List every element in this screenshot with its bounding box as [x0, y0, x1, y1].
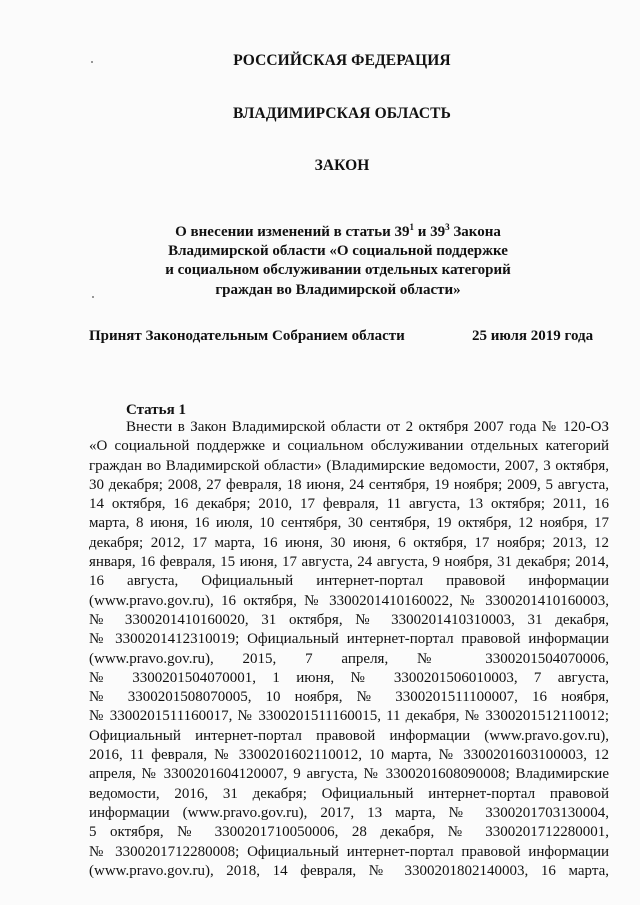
law-title-line-1: О внесении изменений в статьи $39^1$ и $39^3$ Закона [175, 222, 501, 240]
law-title-line-4: граждан во Владимирской области» [215, 281, 461, 298]
article-body [89, 418, 609, 881]
article-heading: Статья 1 [126, 402, 186, 418]
article-text-line: № 3300201504070001, 1 июня, № 3300201506010003, 7 августа, [89, 669, 609, 686]
article-text-line: января, 16 февраля, 15 июня, 17 августа, 24 августа, 9 ноября, 31 декабря; 2014, [89, 554, 609, 571]
article-text-line: № 3300201508070005, 10 ноября, № 3300201511100007, 16 ноября, [89, 689, 609, 706]
article-text-line: № 3300201410160020, 31 октября, № 3300201410310003, 31 декабря, [89, 611, 609, 628]
article-text-line: № 3300201511160017, № 3300201511160015, 11 декабря, № 3300201512110012; [89, 708, 609, 725]
article-text-line: 14 октября, 16 декабря; 2010, 17 февраля, 11 августа, 13 октября; 2011, 16 [89, 496, 609, 513]
law-title [118, 223, 558, 300]
article-text-line: (www.pravo.gov.ru), 16 октября, № 3300201410160022, № 3300201410160003, [89, 592, 609, 609]
article-text-line: Внести в Закон Владимирской области от 2 октября 2007 года № 120-ОЗ [126, 419, 609, 435]
article-text-line: 2016, 11 февраля, № 3300201602110012, 10 марта, № 3300201603100003, 12 [89, 747, 609, 764]
article-text-line: ведомости, 2016, 31 декабря; Официальный интернет-портал правовой [89, 785, 609, 802]
article-text-line: Официальный интернет-портал правовой информации (www.pravo.gov.ru), [89, 727, 609, 744]
article-text-line: граждан во Владимирской области» (Владимирские ведомости, 2007, 3 октября, [89, 457, 609, 474]
scan-speck [92, 296, 94, 298]
article-text-line: «О социальной поддержке и социальном обслуживании отдельных категорий [89, 438, 609, 455]
law-heading: ЗАКОН [314, 157, 370, 174]
article-text-line: апреля, № 3300201604120007, 9 августа, № 3300201608090008; Владимирские [89, 766, 609, 783]
article-text-line: (www.pravo.gov.ru), 2015, 7 апреля, № 3300201504070006, [89, 650, 609, 667]
article-text-line: № 3300201712280008; Официальный интернет-портал правовой информации [89, 843, 609, 860]
adopted-by-label: Принят Законодательным Собранием области [89, 328, 405, 344]
law-title-line-2: Владимирской области «О социальной поддержке [168, 243, 508, 260]
article-text-line: № 3300201412310019; Официальный интернет-портал правовой информации [89, 631, 609, 648]
article-text-line: декабря; 2012, 17 марта, 16 июня, 30 июня, 6 октября, 17 ноября; 2013, 12 [89, 534, 609, 551]
region-heading: ВЛАДИМИРСКАЯ ОБЛАСТЬ [233, 105, 451, 122]
law-title-line-3: и социальном обслуживании отдельных категорий [165, 262, 511, 279]
federation-heading: РОССИЙСКАЯ ФЕДЕРАЦИЯ [233, 52, 451, 69]
article-text-line: 16 августа, Официальный интернет-портал правовой информации [89, 573, 609, 590]
article-text-line: (www.pravo.gov.ru), 2018, 14 февраля, № 3300201802140003, 16 марта, [89, 862, 609, 879]
article-text-line: 5 октября, № 3300201710050006, 28 декабря, № 3300201712280001, [89, 824, 609, 841]
article-text-line: марта, 8 июня, 16 июля, 10 сентября, 30 сентября, 19 октября, 12 ноября, 17 [89, 515, 609, 532]
article-text-line: информации (www.pravo.gov.ru), 2017, 13 марта, № 3300201703130004, [89, 804, 609, 821]
article-text-line: 30 декабря; 2008, 27 февраля, 18 июня, 24 сентября, 19 ноября; 2009, 5 августа, [89, 476, 609, 493]
adopted-date: 25 июля 2019 года [472, 328, 594, 344]
